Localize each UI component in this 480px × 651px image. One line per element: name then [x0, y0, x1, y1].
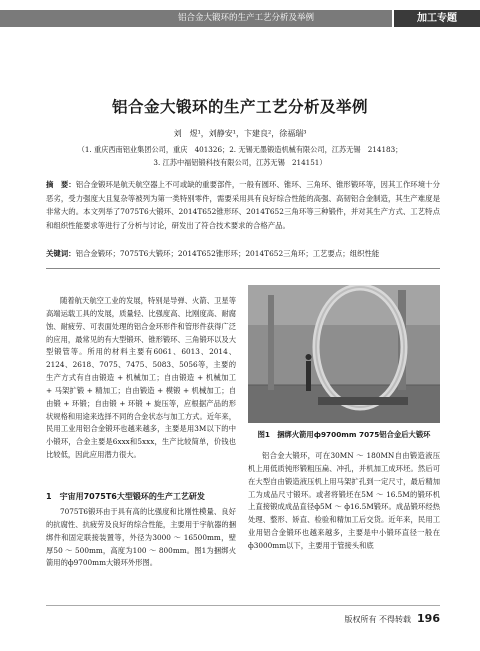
section-1-heading: 1 宇宙用7075T6大型锻环的生产工艺研发 [46, 492, 205, 501]
section-1-text: 7075T6锻环由于具有高的比强度和比刚性模量、良好的抗腐性、抗疲劳及良好的综合性能，主要用于宇航器的捆绑件和固定联接装置等，外径为3000 ～ 16500mm，壁厚50 ～ 500mm，高度为100 ～ 800mm。图1为捆绑火箭用的ф9700mm大锻环外形图。 [46, 507, 236, 568]
right-column-text: 铝合金大锻环，可在30MN ～ 180MN自由锻造液压机上用低质钝形锻粗压扁、冲孔，并机加工成环坯。然后可在大型自由锻造液压机上用马架扩孔到一定尺寸，最后精加工为成品尺寸锻环。或者将锻坯在5M ～ 16.5M的锻环机上直接锻成成品直径ф5M ～ ф16.5M锻环。成品锻环经热处理、整形、矫直、检验和精加工后交货。近年来，民用工业用铝合金锻环也越来越多，主要是中小锻环直径一般在ф3000mm以下，主要用于管接头和底 [248, 451, 440, 550]
footer-rule [46, 605, 440, 606]
abstract-label: 摘 要： [46, 180, 76, 189]
author-list: 刘 煜¹，刘静安¹，卞建良²，徐福瑞³ [173, 129, 307, 138]
keywords-text: 铝合金锻环；7075T6大锻环；2014T652锥形环；2014T652三角环；工艺要点；组织性能 [75, 249, 380, 258]
figure-1-caption: 图1 捆绑火箭用ф9700mm 7075铝合金后大锻环 [257, 430, 431, 439]
figure-1-photo [248, 285, 440, 423]
abstract-text: 铝合金锻环是航天航空器上不可或缺的重要部件，一般有圆环、锥环、三角环、锥形锻环等，因其工作环境十分恶劣，受力强度大且复杂等被列为第一类特别零件，需要采用具有良好综合性能的高强、高韧铝合金制造，其生产难度是非常大的。本文列举了7075T6大锻环、2014T652锥形环、2014T652三角环等三种锻件，并对其生产方式、工艺特点和组织性能要求等进行了分析与讨论，研发出了符合技术要求的合格产品。 [46, 180, 440, 230]
section-label: 加工专题 [394, 10, 480, 27]
section-1-body [46, 506, 236, 570]
page-footer [344, 612, 440, 625]
keywords-label: 关键词： [46, 249, 76, 258]
divider [46, 268, 440, 269]
article-title: 铝合金大锻环的生产工艺分析及举例 [111, 98, 368, 116]
copyright-notice: 版权所有 不得转载 [344, 615, 412, 624]
affiliation-line-1: （1. 重庆西南铝业集团公司，重庆 401326；2. 无锡无墨锻造机械有限公司，江苏无锡 214183； [77, 145, 403, 154]
intro-text: 随着航天航空工业的发展，特别是导弹、火箭、卫星等高端运载工具的发展，质量轻、比强度高、比刚度高、耐腐蚀、耐疲劳、可表面处理的铝合金环形件和管形件获得广泛的应用，最常见的有大型锻环、锥形锻环、三角锻环以及大型锻管等。所用的材料主要有6061、6013、2014、2124、2618、7075、7475、5083、5056等，主要的生产方式有自由锻造 + 机械加工；自由锻造 + 机械加工 + 马架扩锻 + 精加工；自由锻造 + 模锻 + 机械加工；自由锻 + 环锻；自由锻 + 环锻 + 旋压等，应根据产品的形状规格和用途来选择不同的合金状态与加工方式。近年来，民用工业用铝合金锻环也越来越多，主要是用3M以下的中小锻环，合金主要是6xxx和5xxx，生产比较简单，价钱也比较低，因此应用潜力很大。 [46, 296, 236, 460]
intro-paragraph [46, 295, 236, 462]
keywords [46, 248, 440, 259]
abstract [46, 178, 440, 232]
right-column-body [248, 450, 440, 553]
page-number: 196 [417, 612, 440, 625]
forged-ring-illustration [248, 285, 440, 423]
page-header [0, 0, 480, 30]
affiliation-line-2: 3. 江苏中福铝锻科技有限公司，江苏无锡 214151） [153, 158, 327, 167]
running-title-bar [0, 10, 392, 27]
running-title: 铝合金大锻环的生产工艺分析及举例 [178, 13, 315, 23]
